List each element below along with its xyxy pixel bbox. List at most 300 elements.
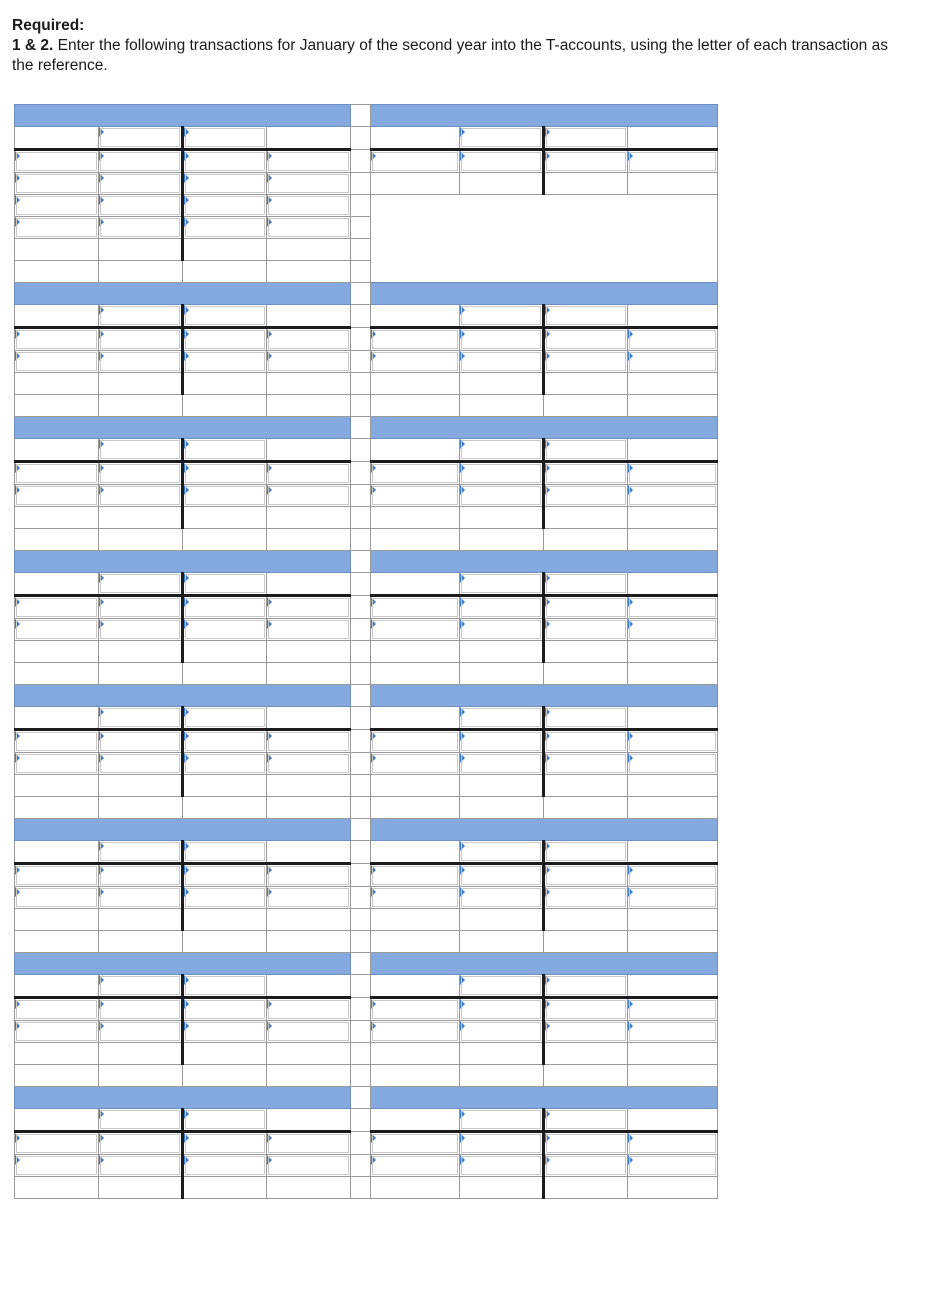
entry-ref-credit-input[interactable]	[183, 887, 267, 909]
entry-credit-input[interactable]	[628, 730, 718, 753]
beg-bal-debit-input[interactable]	[99, 573, 183, 596]
end-bal-debit-cell	[460, 1043, 544, 1065]
entry-ref-credit-input[interactable]	[544, 1132, 628, 1155]
end-bal-debit-value	[99, 373, 183, 395]
beg-bal-credit-input[interactable]	[544, 439, 628, 462]
beg-bal-credit-input[interactable]	[183, 707, 267, 730]
end-bal-debit-value	[460, 173, 544, 195]
entry-ref-input[interactable]	[15, 619, 99, 641]
entry-credit-input[interactable]	[267, 150, 351, 173]
entry-debit-input[interactable]	[460, 1132, 544, 1155]
entry-credit-input[interactable]	[628, 864, 718, 887]
end-bal-label	[371, 507, 460, 529]
entry-ref-input[interactable]	[15, 998, 99, 1021]
entry-ref-input[interactable]	[15, 173, 99, 195]
beg-bal-credit-input[interactable]	[544, 305, 628, 328]
end-bal-below-cell	[460, 1065, 544, 1087]
entry-debit-input[interactable]	[99, 1132, 183, 1155]
gutter-cell	[351, 217, 371, 239]
beg-bal-debit-input[interactable]	[460, 573, 544, 596]
beg-bal-label	[371, 127, 460, 150]
entry-ref-input[interactable]	[371, 462, 460, 485]
entry-credit-input[interactable]	[267, 485, 351, 507]
end-bal-below-cell	[15, 261, 99, 283]
entry-ref-input[interactable]	[371, 864, 460, 887]
entry-ref-credit-input[interactable]	[183, 864, 267, 887]
beg-bal-debit-input[interactable]	[460, 305, 544, 328]
beg-bal-spacer	[628, 707, 718, 730]
end-bal-below-cell	[267, 1065, 351, 1087]
gutter-cell	[351, 1155, 371, 1177]
entry-debit-input[interactable]	[460, 1021, 544, 1043]
entry-debit-input[interactable]	[460, 998, 544, 1021]
account-title-rebuilding-fees-revenue	[15, 953, 351, 975]
end-bal-credit-cell	[544, 173, 628, 195]
entry-ref-credit-input[interactable]	[544, 462, 628, 485]
entry-ref-input[interactable]	[15, 753, 99, 775]
entry-debit-input[interactable]	[99, 217, 183, 239]
end-bal-credit-value	[544, 641, 628, 663]
end-bal-debit-value	[460, 507, 544, 529]
account-title-building	[371, 417, 718, 439]
entry-ref-input[interactable]	[371, 485, 460, 507]
end-bal-debit-cell	[99, 641, 183, 663]
end-bal-below-cell	[460, 663, 544, 685]
beg-bal-credit-input[interactable]	[183, 841, 267, 864]
beg-bal-credit-input[interactable]	[183, 305, 267, 328]
entry-credit-input[interactable]	[267, 351, 351, 373]
gutter-cell	[351, 975, 371, 998]
gutter-cell	[351, 485, 371, 507]
beg-bal-spacer	[267, 573, 351, 596]
end-bal-debit-cell	[460, 775, 544, 797]
end-bal-below-cell	[371, 931, 460, 953]
end-bal-below-cell	[371, 663, 460, 685]
entry-ref-input[interactable]	[15, 462, 99, 485]
entry-credit-input[interactable]	[267, 596, 351, 619]
end-bal-below-cell	[544, 395, 628, 417]
entry-credit-input[interactable]	[267, 1155, 351, 1177]
entry-ref-input[interactable]	[15, 195, 99, 217]
end-bal-spacer	[267, 1043, 351, 1065]
end-bal-spacer	[628, 173, 718, 195]
entry-credit-input[interactable]	[628, 485, 718, 507]
end-bal-credit-value	[183, 1043, 267, 1065]
account-title-land	[15, 417, 351, 439]
entry-debit-input[interactable]	[99, 753, 183, 775]
gutter-cell	[351, 596, 371, 619]
end-bal-spacer	[628, 641, 718, 663]
entry-ref-input[interactable]	[371, 753, 460, 775]
entry-ref-input[interactable]	[371, 1155, 460, 1177]
end-bal-below-cell	[544, 1065, 628, 1087]
entry-debit-input[interactable]	[99, 195, 183, 217]
beg-bal-label	[15, 975, 99, 998]
end-bal-below-cell	[15, 797, 99, 819]
entry-ref-input[interactable]	[371, 887, 460, 909]
entry-credit-input[interactable]	[267, 328, 351, 351]
entry-ref-credit-input[interactable]	[183, 1155, 267, 1177]
entry-credit-input[interactable]	[628, 619, 718, 641]
entry-credit-input[interactable]	[267, 195, 351, 217]
beg-bal-credit-input[interactable]	[544, 841, 628, 864]
account-title-supplies	[15, 283, 351, 305]
end-bal-label	[371, 173, 460, 195]
end-bal-below-cell	[628, 797, 718, 819]
entry-ref-input[interactable]	[15, 596, 99, 619]
beg-bal-spacer	[628, 573, 718, 596]
entry-debit-input[interactable]	[460, 462, 544, 485]
end-bal-label	[371, 1177, 460, 1199]
end-bal-below-cell	[99, 797, 183, 819]
end-bal-spacer	[267, 239, 351, 261]
entry-debit-input[interactable]	[460, 351, 544, 373]
entry-credit-input[interactable]	[628, 150, 718, 173]
entry-ref-credit-input[interactable]	[544, 864, 628, 887]
gutter-cell	[351, 841, 371, 864]
entry-debit-input[interactable]	[99, 1021, 183, 1043]
beg-bal-debit-input[interactable]	[99, 1109, 183, 1132]
gutter-cell	[351, 551, 371, 573]
entry-ref-credit-input[interactable]	[183, 328, 267, 351]
end-bal-label	[15, 909, 99, 931]
end-bal-below-cell	[628, 395, 718, 417]
gutter-cell	[351, 395, 371, 417]
end-bal-spacer	[267, 641, 351, 663]
entry-ref-input[interactable]	[15, 328, 99, 351]
beg-bal-credit-input[interactable]	[183, 573, 267, 596]
entry-ref-input[interactable]	[371, 328, 460, 351]
entry-debit-input[interactable]	[99, 462, 183, 485]
entry-debit-input[interactable]	[99, 351, 183, 373]
end-bal-debit-value	[460, 1177, 544, 1199]
entry-ref-input[interactable]	[371, 1021, 460, 1043]
entry-credit-input[interactable]	[267, 217, 351, 239]
beg-bal-debit-input[interactable]	[460, 127, 544, 150]
entry-ref-credit-input[interactable]	[544, 887, 628, 909]
beg-bal-spacer	[267, 439, 351, 462]
gutter-cell	[351, 150, 371, 173]
entry-ref-input[interactable]	[371, 998, 460, 1021]
entry-credit-input[interactable]	[628, 596, 718, 619]
entry-credit-input[interactable]	[267, 730, 351, 753]
entry-debit-input[interactable]	[460, 328, 544, 351]
end-bal-below-cell	[267, 663, 351, 685]
entry-ref-input[interactable]	[15, 887, 99, 909]
entry-ref-input[interactable]	[371, 351, 460, 373]
entry-debit-input[interactable]	[99, 619, 183, 641]
entry-credit-input[interactable]	[628, 998, 718, 1021]
entry-ref-credit-input[interactable]	[183, 217, 267, 239]
gutter-cell	[351, 775, 371, 797]
entry-ref-credit-input[interactable]	[544, 619, 628, 641]
end-bal-below-cell	[460, 529, 544, 551]
beg-bal-debit-input[interactable]	[460, 841, 544, 864]
end-bal-below-cell	[99, 395, 183, 417]
entry-ref-input[interactable]	[15, 150, 99, 173]
entry-credit-input[interactable]	[628, 1132, 718, 1155]
end-bal-below-cell	[628, 529, 718, 551]
end-bal-below-cell	[183, 395, 267, 417]
entry-ref-credit-input[interactable]	[544, 150, 628, 173]
entry-ref-input[interactable]	[15, 485, 99, 507]
end-bal-below-cell	[628, 663, 718, 685]
end-bal-debit-cell	[460, 909, 544, 931]
entry-credit-input[interactable]	[267, 173, 351, 195]
end-bal-debit-value	[99, 239, 183, 261]
entry-ref-credit-input[interactable]	[544, 485, 628, 507]
account-title-rent-revenue	[371, 953, 718, 975]
beg-bal-debit-input[interactable]	[460, 1109, 544, 1132]
end-bal-spacer	[628, 909, 718, 931]
beg-bal-credit-input[interactable]	[544, 975, 628, 998]
beg-bal-spacer	[628, 841, 718, 864]
end-bal-spacer	[267, 1177, 351, 1199]
entry-debit-input[interactable]	[460, 730, 544, 753]
entry-ref-credit-input[interactable]	[544, 1155, 628, 1177]
beg-bal-credit-input[interactable]	[544, 127, 628, 150]
entry-debit-input[interactable]	[460, 619, 544, 641]
end-bal-label	[15, 775, 99, 797]
gutter-cell	[351, 1043, 371, 1065]
gutter-cell	[351, 573, 371, 596]
entry-ref-input[interactable]	[15, 217, 99, 239]
entry-ref-credit-input[interactable]	[183, 1132, 267, 1155]
entry-credit-input[interactable]	[267, 864, 351, 887]
beg-bal-credit-input[interactable]	[183, 439, 267, 462]
account-title-utilities-expense	[371, 1087, 718, 1109]
gutter-cell	[351, 373, 371, 395]
end-bal-below-cell	[460, 797, 544, 819]
end-bal-debit-cell	[99, 909, 183, 931]
gutter-cell	[351, 864, 371, 887]
entry-debit-input[interactable]	[460, 864, 544, 887]
entry-credit-input[interactable]	[628, 462, 718, 485]
end-bal-below-cell	[371, 1065, 460, 1087]
gutter-cell	[351, 909, 371, 931]
entry-ref-credit-input[interactable]	[183, 150, 267, 173]
end-bal-label	[15, 1043, 99, 1065]
entry-debit-input[interactable]	[460, 596, 544, 619]
entry-ref-credit-input[interactable]	[183, 1021, 267, 1043]
end-bal-credit-cell	[544, 1177, 628, 1199]
entry-credit-input[interactable]	[267, 619, 351, 641]
entry-credit-input[interactable]	[628, 1155, 718, 1177]
beg-bal-debit-input[interactable]	[99, 127, 183, 150]
entry-credit-input[interactable]	[628, 328, 718, 351]
end-bal-below-cell	[544, 529, 628, 551]
gutter-cell	[351, 619, 371, 641]
gutter-cell	[351, 439, 371, 462]
beg-bal-credit-input[interactable]	[544, 573, 628, 596]
end-bal-label	[15, 373, 99, 395]
end-bal-debit-value	[460, 373, 544, 395]
entry-credit-input[interactable]	[628, 1021, 718, 1043]
entry-ref-credit-input[interactable]	[183, 173, 267, 195]
beg-bal-spacer	[267, 127, 351, 150]
beg-bal-debit-input[interactable]	[99, 707, 183, 730]
end-bal-below-cell	[183, 529, 267, 551]
entry-ref-credit-input[interactable]	[183, 351, 267, 373]
entry-ref-input[interactable]	[371, 730, 460, 753]
entry-ref-credit-input[interactable]	[183, 462, 267, 485]
end-bal-label	[15, 507, 99, 529]
entry-debit-input[interactable]	[99, 596, 183, 619]
end-bal-below-cell	[267, 931, 351, 953]
end-bal-below-cell	[371, 529, 460, 551]
beg-bal-debit-input[interactable]	[99, 305, 183, 328]
entry-debit-input[interactable]	[460, 1155, 544, 1177]
entry-credit-input[interactable]	[267, 1021, 351, 1043]
end-bal-credit-value	[544, 909, 628, 931]
beg-bal-debit-input[interactable]	[99, 975, 183, 998]
gutter-cell	[351, 998, 371, 1021]
entry-ref-input[interactable]	[371, 150, 460, 173]
entry-ref-input[interactable]	[15, 730, 99, 753]
beg-bal-debit-input[interactable]	[460, 707, 544, 730]
entry-ref-credit-input[interactable]	[183, 753, 267, 775]
entry-credit-input[interactable]	[267, 887, 351, 909]
entry-debit-input[interactable]	[99, 1155, 183, 1177]
account-title-accounts-payable	[15, 551, 351, 573]
entry-ref-input[interactable]	[371, 619, 460, 641]
entry-ref-input[interactable]	[371, 1132, 460, 1155]
end-bal-credit-cell	[544, 373, 628, 395]
entry-credit-input[interactable]	[628, 753, 718, 775]
entry-debit-input[interactable]	[460, 753, 544, 775]
entry-debit-input[interactable]	[99, 864, 183, 887]
end-bal-below-cell	[15, 529, 99, 551]
entry-ref-input[interactable]	[15, 1021, 99, 1043]
account-title-long-term-note-payable	[15, 685, 351, 707]
entry-credit-input[interactable]	[628, 351, 718, 373]
entry-ref-input[interactable]	[15, 1132, 99, 1155]
t-accounts-grid	[14, 104, 718, 1199]
entry-ref-input[interactable]	[15, 864, 99, 887]
beg-bal-credit-input[interactable]	[183, 1109, 267, 1132]
beg-bal-label	[15, 573, 99, 596]
end-bal-below-cell	[99, 931, 183, 953]
account-title-additional-paid-in-capital	[15, 819, 351, 841]
end-bal-below-cell	[183, 931, 267, 953]
entry-ref-credit-input[interactable]	[544, 328, 628, 351]
entry-ref-credit-input[interactable]	[183, 195, 267, 217]
end-bal-spacer	[628, 775, 718, 797]
end-bal-below-cell	[99, 529, 183, 551]
beg-bal-spacer	[267, 707, 351, 730]
entry-ref-credit-input[interactable]	[183, 998, 267, 1021]
entry-debit-input[interactable]	[460, 485, 544, 507]
end-bal-below-cell	[183, 261, 267, 283]
entry-debit-input[interactable]	[99, 998, 183, 1021]
entry-debit-input[interactable]	[99, 887, 183, 909]
beg-bal-debit-input[interactable]	[460, 439, 544, 462]
entry-debit-input[interactable]	[99, 150, 183, 173]
gutter-cell	[351, 663, 371, 685]
gutter-cell	[351, 753, 371, 775]
entry-ref-input[interactable]	[15, 1155, 99, 1177]
entry-ref-credit-input[interactable]	[544, 351, 628, 373]
beg-bal-spacer	[628, 305, 718, 328]
account-title-unearned-revenue	[371, 551, 718, 573]
beg-bal-debit-input[interactable]	[99, 841, 183, 864]
end-bal-below-cell	[99, 261, 183, 283]
entry-ref-credit-input[interactable]	[183, 596, 267, 619]
end-bal-label	[371, 641, 460, 663]
instructions	[12, 16, 912, 76]
end-bal-below-cell	[15, 1065, 99, 1087]
entry-ref-credit-input[interactable]	[183, 730, 267, 753]
gutter-cell	[351, 819, 371, 841]
end-bal-spacer	[628, 1177, 718, 1199]
entry-debit-input[interactable]	[99, 173, 183, 195]
end-bal-label	[371, 373, 460, 395]
beg-bal-credit-input[interactable]	[183, 975, 267, 998]
beg-bal-label	[371, 305, 460, 328]
gutter-cell	[351, 417, 371, 439]
gutter-cell	[351, 685, 371, 707]
entry-ref-credit-input[interactable]	[183, 485, 267, 507]
end-bal-below-cell	[183, 1065, 267, 1087]
account-title-cash	[15, 105, 351, 127]
entry-ref-input[interactable]	[371, 596, 460, 619]
entry-ref-credit-input[interactable]	[544, 998, 628, 1021]
end-bal-debit-cell	[99, 1043, 183, 1065]
entry-ref-credit-input[interactable]	[544, 596, 628, 619]
beg-bal-credit-input[interactable]	[183, 127, 267, 150]
entry-credit-input[interactable]	[628, 887, 718, 909]
end-bal-below-cell	[544, 797, 628, 819]
entry-debit-input[interactable]	[460, 887, 544, 909]
entry-debit-input[interactable]	[99, 328, 183, 351]
gutter-cell	[351, 797, 371, 819]
entry-credit-input[interactable]	[267, 753, 351, 775]
entry-ref-credit-input[interactable]	[183, 619, 267, 641]
entry-ref-credit-input[interactable]	[544, 1021, 628, 1043]
entry-credit-input[interactable]	[267, 1132, 351, 1155]
end-bal-below-cell	[15, 395, 99, 417]
entry-credit-input[interactable]	[267, 998, 351, 1021]
end-bal-spacer	[267, 373, 351, 395]
beg-bal-credit-input[interactable]	[544, 1109, 628, 1132]
entry-ref-credit-input[interactable]	[544, 753, 628, 775]
gutter-cell	[351, 887, 371, 909]
gutter-cell	[351, 730, 371, 753]
end-bal-spacer	[267, 507, 351, 529]
account-title-retained-earnings	[371, 819, 718, 841]
entry-debit-input[interactable]	[99, 730, 183, 753]
gutter-cell	[351, 105, 371, 127]
entry-debit-input[interactable]	[460, 150, 544, 173]
end-bal-below-cell	[371, 797, 460, 819]
beg-bal-spacer	[628, 439, 718, 462]
beg-bal-label	[371, 439, 460, 462]
beg-bal-credit-input[interactable]	[544, 707, 628, 730]
beg-bal-label	[371, 573, 460, 596]
entry-ref-credit-input[interactable]	[544, 730, 628, 753]
beg-bal-label	[15, 841, 99, 864]
beg-bal-debit-input[interactable]	[460, 975, 544, 998]
beg-bal-debit-input[interactable]	[99, 439, 183, 462]
account-title-equipment	[371, 283, 718, 305]
empty-area	[371, 195, 718, 283]
end-bal-below-cell	[267, 261, 351, 283]
entry-debit-input[interactable]	[99, 485, 183, 507]
entry-credit-input[interactable]	[267, 462, 351, 485]
entry-ref-input[interactable]	[15, 351, 99, 373]
end-bal-label	[15, 239, 99, 261]
gutter-cell	[351, 1109, 371, 1132]
